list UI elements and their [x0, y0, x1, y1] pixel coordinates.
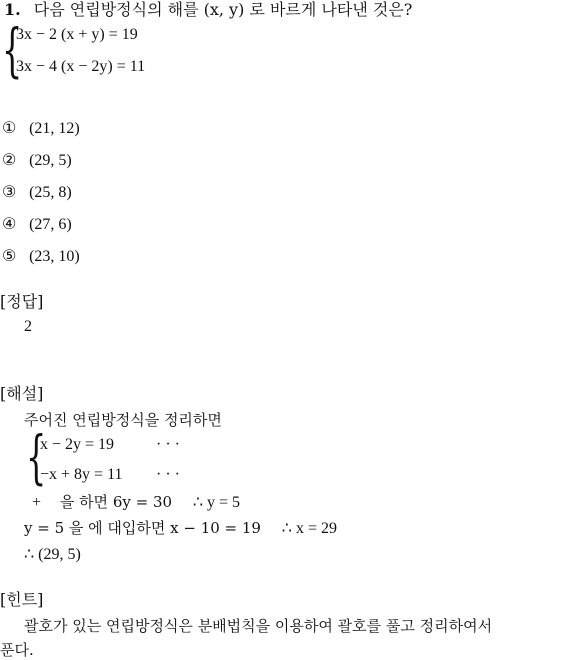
option-3[interactable] [2, 182, 72, 203]
hint-line-1: 괄호가 있는 연립방정식은 분배법칙을 이용하여 괄호를 풀고 정리하여서 [24, 617, 493, 635]
option-text: (21, 12) [29, 120, 80, 137]
explanation-conclusion: ∴ (29, 5) [24, 546, 81, 563]
explanation-step-2 [24, 518, 337, 539]
explanation-intro: 주어진 연립방정식을 정리하면 [24, 411, 222, 429]
option-1[interactable] [2, 118, 80, 139]
question-text: 다음 연립방정식의 해를 (x, y) 로 바르게 나타낸 것은? [33, 0, 413, 19]
explanation-step-1 [32, 492, 240, 513]
option-text: (29, 5) [29, 152, 72, 169]
option-text: (23, 10) [29, 248, 80, 265]
option-2[interactable] [2, 150, 72, 171]
explanation-heading: [해설] [0, 384, 44, 403]
answer-heading: [정답] [0, 292, 44, 311]
explanation-system-mark-2: · · · [156, 466, 180, 483]
question-header [4, 0, 412, 20]
option-4[interactable] [2, 214, 72, 235]
step-2-result: ∴ x = 29 [281, 520, 337, 537]
question-number: 1. [4, 0, 21, 19]
step-2-text: y = 5 을 에 대입하면 x − 10 = 19 [24, 519, 261, 537]
option-text: (25, 8) [29, 184, 72, 201]
option-text: (27, 6) [29, 216, 72, 233]
question-equation-1: 3x − 2 (x + y) = 19 [16, 26, 138, 43]
step-1-result: ∴ y = 5 [192, 494, 241, 511]
option-marker: ① [2, 118, 17, 137]
option-marker: ② [2, 150, 17, 169]
question-brace: { [2, 16, 23, 84]
option-marker: ④ [2, 214, 17, 233]
option-5[interactable] [2, 246, 80, 267]
explanation-system-mark-1: · · · [156, 436, 180, 453]
plus-sign: + [32, 494, 42, 511]
step-1-text: 을 하면 6y = 30 [59, 493, 173, 511]
option-marker: ⑤ [2, 246, 17, 265]
explanation-brace: { [26, 423, 47, 491]
hint-line-2: 푼다. [0, 641, 34, 659]
explanation-system-eq-2: −x + 8y = 11 [40, 466, 123, 483]
question-equation-2: 3x − 4 (x − 2y) = 11 [16, 58, 146, 75]
hint-heading: [힌트] [0, 590, 44, 609]
option-marker: ③ [2, 182, 17, 201]
explanation-system-eq-1: x − 2y = 19 [40, 436, 115, 453]
answer-value: 2 [24, 318, 32, 335]
